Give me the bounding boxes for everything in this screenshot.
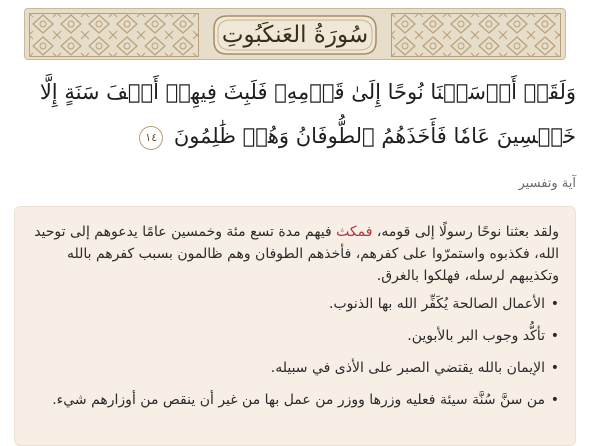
tafsir-text-part2: فيهم مدة تسع مئة وخمسين عامًا يدعوهم إلى توحيد الله، فكذبوه واستمرّوا على كفرهم، فأخذهم الطوفان وهم ظالمون بسبب كفرهم بالله وتكذيبهم لرسله، فهلكوا بالغرق. <box>34 224 559 284</box>
verse-text: وَلَقَدۡ أَرۡسَلۡنَا نُوحًا إِلَىٰ قَوۡمِهِۦ فَلَبِثَ فِيهِمۡ أَلۡفَ سَنَةٍ إِلَّا خَمۡسِينَ عَامٗا فَأَخَذَهُمُ ٱلطُّوفَانُ وَهُمۡ ظَٰلِمُونَ <box>39 80 576 148</box>
surah-header-banner <box>24 8 566 60</box>
tafsir-box <box>14 206 576 446</box>
ornament-pattern-right <box>391 13 561 57</box>
benefit-item: • من سنَّ سُنَّة سيئة فعليه وزرها ووزر من عمل بها من غير أن ينقص من أوزارهم شيء. <box>31 389 559 411</box>
section-label: آية وتفسير <box>518 176 576 191</box>
tafsir-highlight-word: فمكث <box>336 224 373 240</box>
benefit-item: • الإيمان بالله يقتضي الصبر على الأذى في سبيله. <box>31 357 559 379</box>
verse-text-block[interactable] <box>14 70 576 158</box>
benefits-list <box>31 293 559 411</box>
verse-number-marker: ١٤ <box>139 126 163 150</box>
benefit-item: • تأكُّد وجوب البر بالأبوين. <box>31 325 559 347</box>
benefit-item: • الأعمال الصالحة يُكَفِّر الله بها الذنوب. <box>31 293 559 315</box>
surah-title: سُورَةُ العَنكَبُوتِ <box>221 22 369 48</box>
ornament-pattern-left <box>29 13 199 57</box>
tafsir-text-part1: ولقد بعثنا نوحًا رسولًا إلى قومه، <box>372 224 559 240</box>
tafsir-paragraph <box>31 221 559 287</box>
